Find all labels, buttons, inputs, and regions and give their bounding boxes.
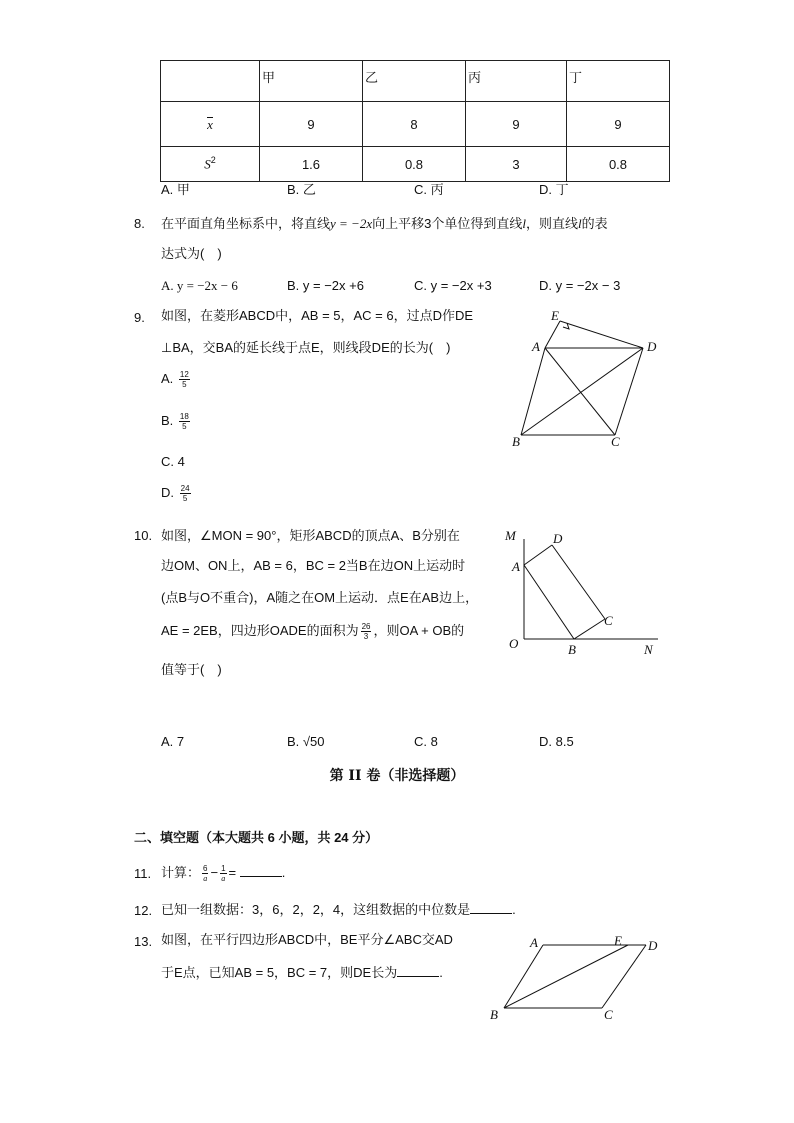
mean-label-cell [161,102,260,147]
answer-blank[interactable] [470,901,512,914]
table-cell: 9 [260,102,363,147]
table-header-row [161,61,670,102]
answer-blank[interactable] [397,964,439,977]
section-heading: 二、填空题（本大题共 6 小题，共 24 分） [134,830,379,845]
side-cb [574,619,605,639]
q8-line-1 [161,216,608,232]
variance-symbol: S [204,156,211,172]
q8-option-c: C. y = −2x +3 [414,278,492,293]
period: . [512,902,516,917]
table-header-cell: 丁 [567,61,670,102]
q10-option-a: A. 7 [161,734,185,749]
label-e: E [614,933,622,948]
table-cell: 0.8 [567,147,670,182]
q9-option-c: C. 4 [161,454,185,469]
answer-blank[interactable] [240,864,282,877]
q7-option-a: A. 甲 [161,182,190,197]
label-d: D [648,938,658,953]
q9-option-d [161,484,193,503]
q10-text: ，则OA + OB的 [373,622,465,638]
period: . [439,965,443,980]
line-dc [615,348,643,435]
variance-exponent: 2 [210,155,216,166]
table-header-cell: 甲 [260,61,363,102]
operator: − [210,865,219,880]
label-m: M [505,528,516,543]
label-b: B [490,1007,498,1022]
label-d: D [553,531,563,546]
numerator: 18 [179,412,189,421]
mean-symbol: x [207,116,213,132]
option-label: D. [161,484,174,500]
table-cell: 0.8 [363,147,466,182]
diagonal-ac [545,348,615,435]
q8-number: 8. [134,216,145,231]
q9-option-b [161,412,192,431]
side-ad [524,545,552,565]
part-2-title: 第 II 卷（非选择题） [329,768,465,784]
fraction [179,370,190,389]
label-n: N [644,642,653,657]
q13-line-1: 如图，在平行四边形ABCD中，BE平分∠ABC交AD [161,932,453,947]
label-b: B [512,434,520,449]
period: . [281,865,286,880]
q9-option-a [161,370,192,389]
q10-text: AE = 2EB，四边形OADE的面积为 [161,622,359,638]
q10-option-c: C. 8 [414,734,438,749]
side-ba [524,565,574,639]
q7-option-b: B. 乙 [287,182,316,197]
q13-number: 13. [134,934,153,949]
q10-line-4 [161,622,464,641]
denominator: 5 [182,422,187,431]
q8-text: ，则直线 [525,216,578,231]
fraction [180,484,191,503]
line-ea [545,321,560,348]
q10-line-5: 值等于( ) [161,662,222,677]
numerator: 12 [179,370,189,379]
q13-line-2 [161,964,443,981]
diagonal-bd [521,348,643,435]
table-cell: 9 [567,102,670,147]
q8-text: 在平面直角坐标系中，将直线 [161,216,331,231]
stats-table [160,60,670,182]
q13-parallelogram-figure [488,930,668,1025]
denominator: 5 [182,494,188,503]
q7-option-c: C. 丙 [414,182,444,197]
label-c: C [611,434,620,449]
numerator: 24 [180,484,190,493]
fraction [220,864,226,883]
q8-line-l: l [577,216,582,231]
table-header-cell [161,61,260,102]
table-cell: 8 [363,102,466,147]
q8-expression: y = −2x [330,216,373,231]
line-ed [560,321,643,348]
q10-option-d: D. 8.5 [539,734,574,749]
q8-option-a: A. y = −2x − 6 [161,278,238,293]
table-cell: 3 [466,147,567,182]
q9-line-1: 如图，在菱形ABCD中，AB = 5，AC = 6，过点D作DE [161,308,474,323]
table-row [161,102,670,147]
q8-text: 向上平移3个单位得到直线 [372,216,523,231]
q9-number: 9. [134,310,145,325]
side-dc [552,545,605,619]
q10-option-b: B. √50 [287,734,325,749]
segment-be [504,945,628,1008]
q10-line-2: 边OM、ON上，AB = 6，BC = 2当B在边ON上运动时 [161,558,466,573]
label-d: D [647,339,657,354]
label-b: B [568,642,576,657]
q11-number: 11. [134,866,152,881]
table-header-cell: 乙 [363,61,466,102]
variance-label-cell [161,147,260,182]
denominator: a [221,874,226,884]
numerator: 1 [221,864,226,874]
q8-line-l: l [522,216,526,231]
fraction [179,412,190,431]
q10-line-3: (点B与O不重合)，A随之在OM上运动．点E在AB边上， [161,590,479,605]
q13-text: 于E点，已知AB = 5，BC = 7，则DE长为 [161,965,398,980]
option-label: A. [161,370,174,386]
denominator: 3 [363,632,369,641]
label-o: O [509,636,519,651]
q8-option-b: B. y = −2x +6 [287,278,364,293]
denominator: 5 [182,380,187,389]
q11-line [161,862,285,884]
q10-number: 10. [134,528,153,543]
q12-number: 12. [134,903,153,918]
label-a: A [512,559,520,574]
q11-text: 计算： [161,865,201,880]
numerator: 26 [361,622,371,631]
q9-line-2: ⊥BA，交BA的延长线于点E，则线段DE的长为( ) [161,340,451,355]
denominator: a [203,874,208,884]
q8-text: 的表 [581,216,608,231]
q12-line [161,901,516,918]
numerator: 6 [203,864,208,874]
q8-option-d: D. y = −2x − 3 [539,278,621,293]
fraction [202,864,208,883]
table-cell: 9 [466,102,567,147]
label-a: A [532,339,540,354]
q8-line-2: 达式为( ) [161,246,222,261]
option-label: B. [161,412,174,428]
line-ba [521,348,545,435]
equals: = [228,865,237,880]
q10-rectangle-figure [500,525,665,660]
table-header-cell: 丙 [466,61,567,102]
q9-rhombus-figure [505,305,675,455]
table-row [161,147,670,182]
label-a: A [530,935,538,950]
label-c: C [604,1007,613,1022]
q10-line-1: 如图，∠MON = 90°，矩形ABCD的顶点A、B分别在 [161,528,460,543]
label-c: C [604,613,613,628]
q7-option-d: D. 丁 [539,182,569,197]
fraction [361,622,372,641]
label-e: E [551,308,559,323]
q12-text: 已知一组数据：3，6，2，2，4，这组数据的中位数是 [161,902,471,917]
table-cell: 1.6 [260,147,363,182]
